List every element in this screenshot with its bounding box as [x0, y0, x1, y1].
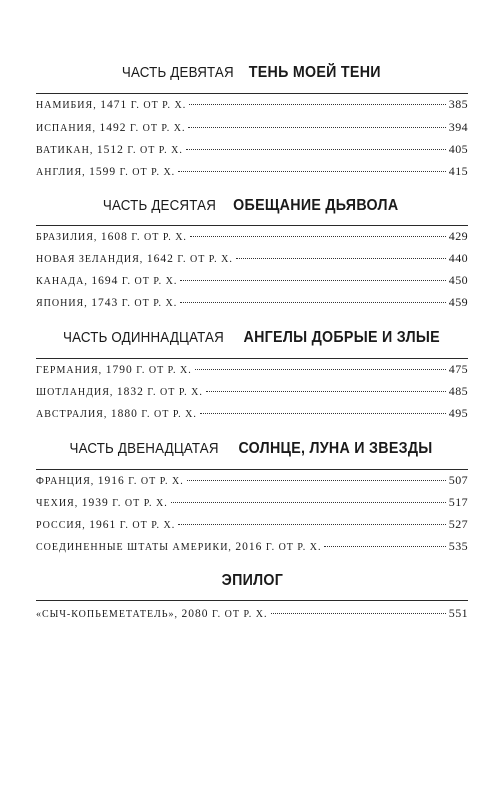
toc-entry[interactable] [36, 517, 468, 535]
part-heading [36, 440, 468, 458]
section-divider [36, 469, 468, 470]
part-label: ЧАСТЬ ДВЕНАДЦАТАЯ [69, 441, 219, 457]
toc-entry-title: «СЫЧ-КОПЬЕМЕТАТЕЛЬ», 2080 Г. ОТ Р. Х. [36, 608, 268, 620]
dot-leader [190, 236, 446, 237]
toc-entry-title: ШОТЛАНДИЯ, 1832 Г. ОТ Р. Х. [36, 386, 203, 398]
dot-leader [178, 524, 446, 525]
toc-page-number: 405 [448, 142, 468, 156]
toc-entry[interactable] [36, 295, 468, 313]
toc-page-number: 440 [448, 251, 468, 265]
toc-entry-title: НАМИБИЯ, 1471 Г. ОТ Р. Х. [36, 99, 187, 111]
toc-entry[interactable] [36, 495, 468, 513]
part-heading [36, 197, 468, 215]
dot-leader [188, 127, 445, 128]
dot-leader [189, 104, 446, 105]
toc-entry-title: ФРАНЦИЯ, 1916 Г. ОТ Р. Х. [36, 475, 184, 487]
toc-entry[interactable] [36, 606, 468, 624]
toc-entry-title: БРАЗИЛИЯ, 1608 Г. ОТ Р. Х. [36, 231, 187, 243]
dot-leader [187, 480, 446, 481]
dot-leader [206, 391, 446, 392]
dot-leader [178, 171, 446, 172]
toc-page-number: 475 [448, 362, 468, 376]
toc-page-number: 429 [448, 229, 468, 243]
toc-entry-title: ЯПОНИЯ, 1743 Г. ОТ Р. Х. [36, 297, 178, 309]
toc-entry[interactable] [36, 406, 468, 424]
dot-leader [200, 413, 446, 414]
toc-entry-title: ЧЕХИЯ, 1939 Г. ОТ Р. Х. [36, 497, 168, 509]
toc-entry[interactable] [36, 120, 468, 138]
part-title: ТЕНЬ МОЕЙ ТЕНИ [249, 64, 382, 81]
toc-entry-title: СОЕДИНЕННЫЕ ШТАТЫ АМЕРИКИ, 2016 Г. ОТ Р. Х. [36, 541, 322, 553]
toc-entry-title: КАНАДА, 1694 Г. ОТ Р. Х. [36, 275, 178, 287]
part-title: ЭПИЛОГ [221, 572, 283, 589]
toc-entry[interactable] [36, 473, 468, 491]
dot-leader [324, 546, 445, 547]
toc-page-number: 485 [448, 384, 468, 398]
toc-page-number: 459 [448, 295, 468, 309]
toc-page-number: 535 [448, 539, 468, 553]
toc-page-number: 551 [448, 606, 468, 620]
toc-entry-title: ВАТИКАН, 1512 Г. ОТ Р. Х. [36, 144, 183, 156]
toc-page-number: 415 [448, 164, 468, 178]
toc-entry[interactable] [36, 362, 468, 380]
toc-entry[interactable] [36, 229, 468, 247]
toc-page-number: 527 [448, 517, 468, 531]
toc-entry[interactable] [36, 97, 468, 115]
toc-entry[interactable] [36, 539, 468, 557]
dot-leader [271, 613, 446, 614]
toc-entry-title: АНГЛИЯ, 1599 Г. ОТ Р. Х. [36, 166, 176, 178]
toc-entry[interactable] [36, 384, 468, 402]
toc-entry[interactable] [36, 164, 468, 182]
part-title: АНГЕЛЫ ДОБРЫЕ И ЗЛЫЕ [243, 329, 440, 346]
section-divider [36, 225, 468, 226]
part-label: ЧАСТЬ ОДИННАДЦАТАЯ [62, 330, 224, 346]
part-title: ОБЕЩАНИЕ ДЬЯВОЛА [233, 197, 399, 214]
part-heading [36, 329, 468, 347]
dot-leader [180, 302, 446, 303]
dot-leader [186, 149, 446, 150]
dot-leader [171, 502, 446, 503]
toc-page-number: 517 [448, 495, 468, 509]
toc-entry[interactable] [36, 251, 468, 269]
dot-leader [236, 258, 446, 259]
toc-entry-title: ИСПАНИЯ, 1492 Г. ОТ Р. Х. [36, 122, 186, 134]
part-title: СОЛНЦЕ, ЛУНА И ЗВЕЗДЫ [238, 440, 433, 457]
dot-leader [195, 369, 446, 370]
section-divider [36, 600, 468, 601]
epilogue-heading [36, 572, 468, 590]
section-divider [36, 358, 468, 359]
toc-entry[interactable] [36, 273, 468, 291]
dot-leader [180, 280, 445, 281]
toc-page-number: 450 [448, 273, 468, 287]
toc-entry-title: НОВАЯ ЗЕЛАНДИЯ, 1642 Г. ОТ Р. Х. [36, 253, 233, 265]
toc-entry[interactable] [36, 142, 468, 160]
toc-page-number: 385 [448, 97, 468, 111]
toc-page-number: 495 [448, 406, 468, 420]
toc-page-number: 507 [448, 473, 468, 487]
part-label: ЧАСТЬ ДЕСЯТАЯ [103, 198, 217, 214]
toc-entry-title: ГЕРМАНИЯ, 1790 Г. ОТ Р. Х. [36, 364, 192, 376]
toc-page-number: 394 [448, 120, 468, 134]
section-divider [36, 93, 468, 94]
toc-entry-title: АВСТРАЛИЯ, 1880 Г. ОТ Р. Х. [36, 408, 197, 420]
part-label: ЧАСТЬ ДЕВЯТАЯ [122, 65, 234, 81]
toc-entry-title: РОССИЯ, 1961 Г. ОТ Р. Х. [36, 519, 176, 531]
part-heading [36, 64, 468, 82]
